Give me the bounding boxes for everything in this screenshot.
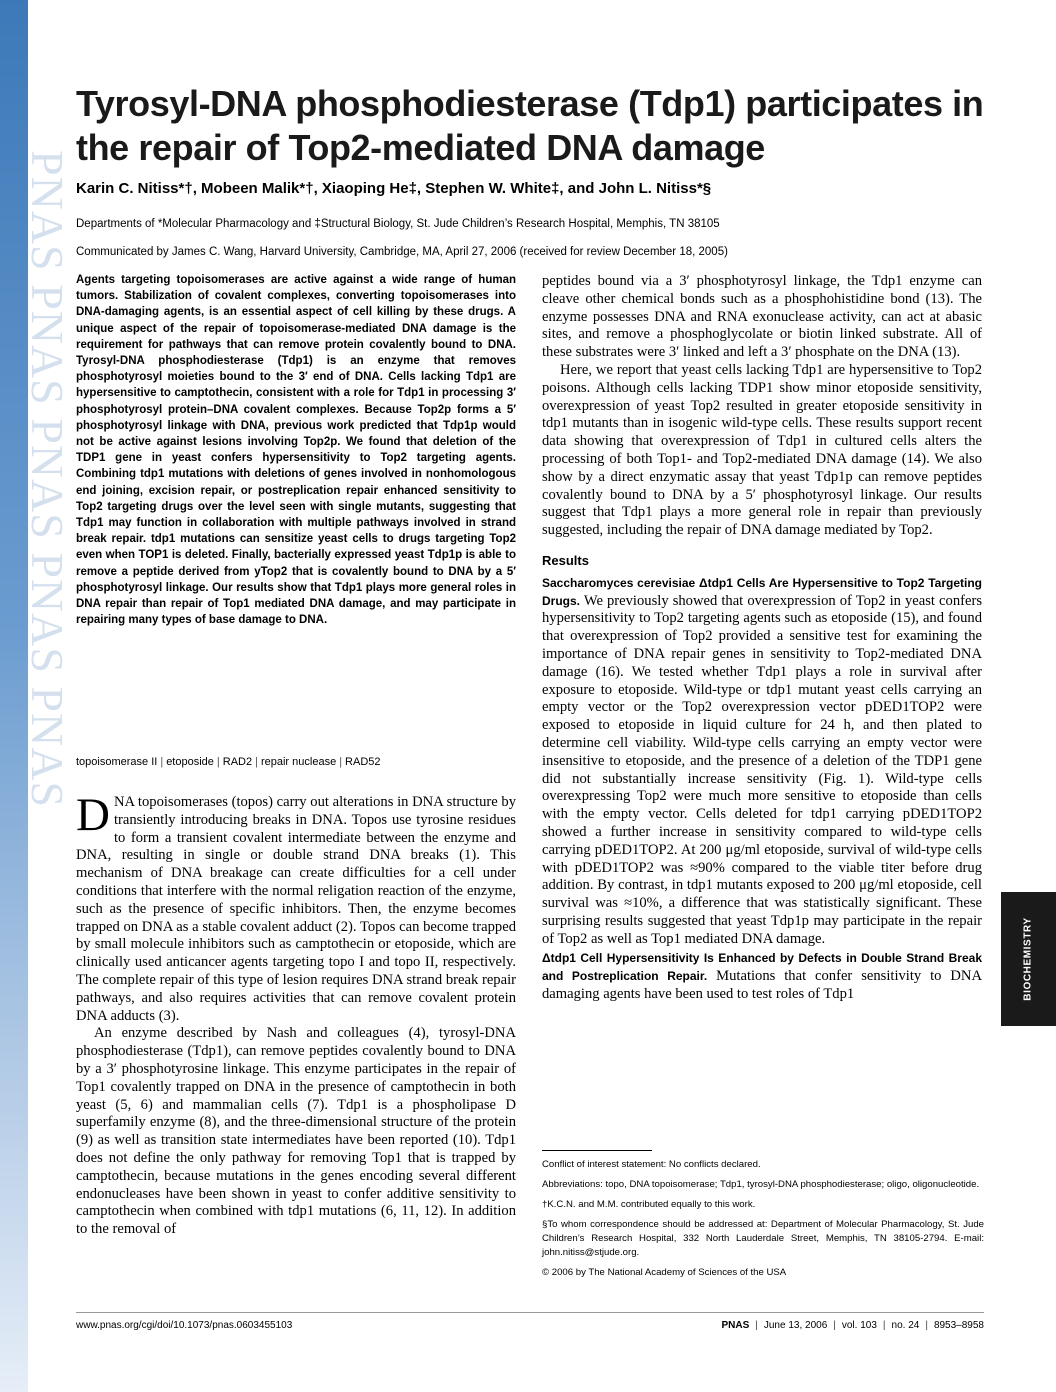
drop-cap: D <box>76 789 110 841</box>
footnote-copyright: © 2006 by The National Academy of Sciences of the USA <box>542 1267 787 1278</box>
keyword: repair nuclease <box>260 756 337 768</box>
affiliation: Departments of *Molecular Pharmacology and ‡Structural Biology, St. Jude Children’s Research Hospital, Memphis, TN 38105 <box>76 218 720 230</box>
results-subsection-1 <box>542 575 982 949</box>
author-list: Karin C. Nitiss*†, Mobeen Malik*†, Xiaoping He‡, Stephen W. White‡, and John L. Nitiss*§ <box>76 180 712 197</box>
intro-paragraph-1 <box>76 789 516 1025</box>
keyword-list: topoisomerase II | etoposide | RAD2 | repair nuclease | RAD52 <box>76 756 381 768</box>
intro-paragraph-1-text: NA topoisomerases (topos) carry out alterations in DNA structure by transiently introducing breaks in DNA. Topos use tyrosine residues to form a transient covalent intermediate between the enzyme and DNA, resulting in single or double strand DNA breaks (1). This mechanism of DNA breakage can create difficulties for a cell under conditions that interfere with the normal religation reaction of the enzyme, such as the presence of specific inhibitors. Then, the enzyme becomes trapped on DNA as a stable covalent adduct (2). Topos can become trapped by small molecule inhibitors such as camptothecin or etoposide, which are clinically used anticancer agents targeting topo I and topo II, respectively. The complete repair of this type of lesion requires DNA strand break repair pathways, and also requires activities that can remove covalent protein DNA adducts (3). <box>76 794 516 1024</box>
subsection-1-heading: Saccharomyces cerevisiae Δtdp1 Cells Are Hypersensitive to Top2 Targeting Drugs. <box>542 575 982 608</box>
subsection-1-text: We previously showed that overexpression of Top2 in yeast confers hypersensitivity to Top2 targeting agents such as etoposide (15), and found that overexpression of Top2 provided a sensitive test for examining the importance of DNA repair genes in sensitivity to Top2-mediated DNA damage (16). We tested whether Tdp1 plays a role in survival after exposure to etoposide. Wild-type or tdp1 mutant yeast cells carrying an empty vector or the Top2 overexpression vector pDED1TOP2 were exposed to etoposide in liquid culture for 24 h, and then plated to determine cell viability. Wild-type cells carrying an empty vector were insensitive to etoposide, and the presence of a deletion of the TDP1 gene did not substantially increase sensitivity (Fig. 1). Wild-type cells overexpressing Top2 were much more sensitive to etoposide than cells with the empty vector. Cells deleted for tdp1 carrying pDED1TOP2 showed a further increase in sensitivity compared to wild-type cells carrying pDED1TOP2. At 200 μg/ml etoposide, survival of wild-type cells with pDED1TOP2 was ≈90% compared to the viable titer before drug addition. By contrast, in tdp1 mutants exposed to 200 μg/ml etoposide, cell survival was ≈10%, a difference that was statistically significant. These surprising results suggested that yeast Tdp1p may participate in the repair of Top2 as well as Top1 mediated DNA damage. <box>542 592 983 947</box>
pnas-watermark-text: PNAS PNAS PNAS PNAS PNAS <box>22 150 73 809</box>
intro-paragraph-2-continued: peptides bound via a 3′ phosphotyrosyl linkage, the Tdp1 enzyme can cleave other chemical bonds such as a phosphohistidine bond (13). The enzyme possesses DNA and RNA exonuclease activity, can act at abasic sites, and remove a phosphoglycolate or biotin linked substrate. All of these substrates were 3′ linked and left a 3′ phosphate on the DNA (13). <box>542 273 982 361</box>
issue-date: June 13, 2006 <box>763 1320 828 1331</box>
volume: vol. 103 <box>841 1320 877 1331</box>
subsection-2-text: Mutations that confer sensitivity to DNA damaging agents have been used to test roles of Tdp1 <box>542 968 982 1003</box>
keyword: RAD2 <box>222 756 253 768</box>
communicated-by: Communicated by James C. Wang, Harvard University, Cambridge, MA, April 27, 2006 (received for review December 18, 2005) <box>76 246 728 258</box>
journal-citation: PNAS | June 13, 2006 | vol. 103 | no. 24 | 8953–8958 <box>721 1320 984 1331</box>
keyword: etoposide <box>166 756 214 768</box>
footnotes <box>542 1158 984 1286</box>
journal-name: PNAS <box>721 1320 750 1331</box>
page-range: 8953–8958 <box>933 1320 984 1331</box>
section-tab <box>1001 892 1056 1026</box>
intro-paragraph-2: An enzyme described by Nash and colleagues (4), tyrosyl-DNA phosphodiesterase (Tdp1), can remove peptides covalently bound to DNA by a 3′ phosphotyrosine linkage. This enzyme participates in the repair of Top1 covalently trapped on DNA in the presence of camptothecin in both yeast (5, 6) and mammalian cells (7). Tdp1 is a phospholipase D superfamily enzyme (8), and the three-dimensional structure of the protein (9) as well as transition state intermediates have been reported (10). Tdp1 does not define the only pathway for removing Top1 that is trapped by camptothecin, because mutations in the genes encoding several different endonucleases have been shown in yeast to confer additive sensitivity to camptothecin when combined with tdp1 mutations (6, 11, 12). In addition to the removal of <box>76 1025 516 1238</box>
footnote-conflict: Conflict of interest statement: No conflicts declared. <box>542 1159 761 1170</box>
right-column-body <box>542 273 982 1004</box>
intro-paragraph-3: Here, we report that yeast cells lacking Tdp1 are hypersensitive to Top2 poisons. Although cells lacking TDP1 show minor etoposide sensitivity, overexpression of yeast Top2 resulted in greater etoposide sensitivity in tdp1 mutants than in isogenic wild-type cells. These results support recent data showing that overexpression of Tdp1 in cultured cells alters the processing of both Top1- and Top2-mediated DNA damage (14). We also show by a direct enzymatic assay that yeast Tdp1p can remove peptides covalently bound to DNA by a 5′ phosphotyrosyl linkage. Our results suggest that Tdp1 plays a more general role in repair than previously suggested, including the repair of DNA damage mediated by Top2. <box>542 361 982 539</box>
footnote-abbreviations: Abbreviations: topo, DNA topoisomerase; Tdp1, tyrosyl-DNA phosphodiesterase; oligo, oligonucleotide. <box>542 1179 980 1190</box>
footnote-divider <box>542 1150 652 1151</box>
footnote-correspondence: §To whom correspondence should be addressed at: Department of Molecular Pharmacology, St. Jude Children’s Research Hospital, 332 North Lauderdale Street, Memphis, TN 38105-2794. E-mail: john.nitiss@stjude.org. <box>542 1219 984 1258</box>
doi-link[interactable]: www.pnas.org/cgi/doi/10.1073/pnas.0603455103 <box>76 1320 293 1331</box>
footer-divider <box>76 1312 984 1313</box>
results-subsection-2 <box>542 950 982 1003</box>
subsection-2-heading: Δtdp1 Cell Hypersensitivity Is Enhanced by Defects in Double Strand Break and Postreplication Repair. <box>542 951 982 984</box>
abstract: Agents targeting topoisomerases are active against a wide range of human tumors. Stabilization of covalent complexes, converting topoisomerases into DNA-damaging agents, is an essential aspect of cell killing by these drugs. A unique aspect of the repair of topoisomerase-mediated DNA damage is the requirement for pathways that can remove protein covalently bound to DNA. Tyrosyl-DNA phosphodiesterase (Tdp1) is an enzyme that removes phosphotyrosyl moieties bound to the 3′ end of DNA. Cells lacking Tdp1 are hypersensitive to camptothecin, consistent with a role for Tdp1 in processing 3′ phosphotyrosyl protein–DNA covalent complexes. Because Top2p forms a 5′ phosphotyrosyl linkage with DNA, previous work predicted that Tdp1p would not be active against lesions involving Top2p. We found that deletion of the TDP1 gene in yeast confers hypersensitivity to Top2 targeting agents. Combining tdp1 mutations with deletions of genes involved in nonhomologous end joining, excision repair, or postreplication repair enhanced sensitivity to Top2 targeting drugs over the level seen with single mutants, suggesting that Tdp1 may function in collaboration with multiple pathways involved in strand break repair. tdp1 mutations can sensitize yeast cells to drugs targeting Top2 even when TOP1 is deleted. Finally, bacterially expressed yeast Tdp1p is able to remove a peptide derived from yTop2 that is covalently bound to DNA by a 5′ phosphotyrosyl linkage. Our results show that Tdp1 plays more general roles in DNA repair than repair of Top1 mediated DNA damage, and may participate in repairing many types of base damage to DNA. <box>76 274 516 627</box>
article-title: Tyrosyl-DNA phosphodiesterase (Tdp1) participates in the repair of Top2-mediated DNA damage <box>76 83 984 168</box>
left-column-body <box>76 789 516 1239</box>
keyword: RAD52 <box>345 756 381 768</box>
results-heading: Results <box>542 552 589 568</box>
footnote-equal-contribution: †K.C.N. and M.M. contributed equally to this work. <box>542 1199 756 1210</box>
pnas-watermark <box>22 150 74 1050</box>
keyword: topoisomerase II <box>76 756 158 768</box>
issue-number: no. 24 <box>891 1320 920 1331</box>
section-tab-label: BIOCHEMISTRY <box>1022 917 1034 1001</box>
